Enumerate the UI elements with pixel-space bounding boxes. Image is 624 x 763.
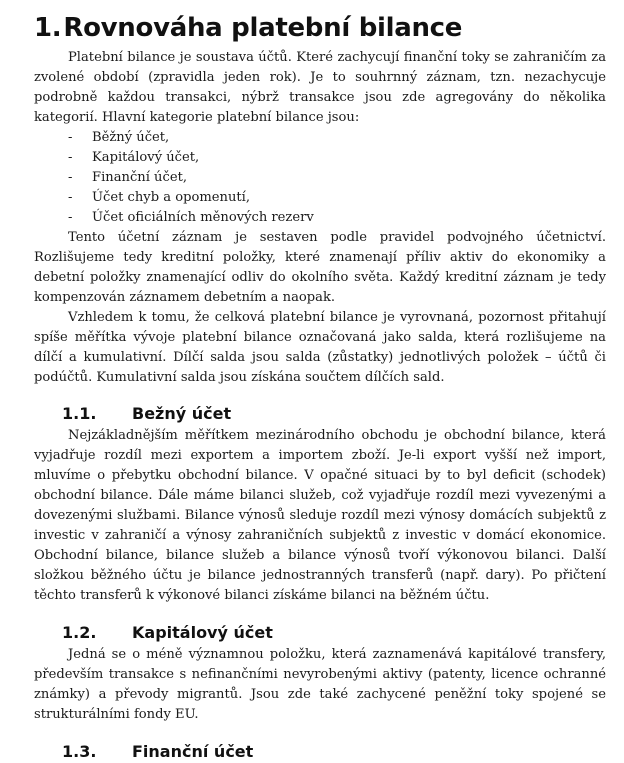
section-number: 1.3. <box>62 742 97 761</box>
section-heading-1-2 <box>34 622 606 644</box>
section-title: Finanční účet <box>132 742 254 761</box>
list-item: - Účet oficiálních měnových rezerv <box>68 208 606 228</box>
section-title: Kapitálový účet <box>132 623 273 642</box>
section-heading-1-3 <box>34 741 606 763</box>
intro-paragraph-2: Tento účetní záznam je sestaven podle pravidel podvojného účetnictví. Rozlišujeme tedy kreditní položky, které znamenají příliv aktiv do ekonomiky a debetní položky znamenající odliv do okolního světa. Každý kreditní záznam je tedy kompenzován záznamem debetním a naopak. <box>34 230 606 305</box>
section-1-2-body: Jedná se o méně významnou položku, která zaznamenává kapitálové transfery, především transakce s nefinančními nevyrobenými aktivy (patenty, licence ochranné známky) a převody migrantů. Jsou zde také zachycené peněžní toky spojené se strukturálními fondy EU. <box>34 647 606 722</box>
intro-paragraph-3: Vzhledem k tomu, že celková platební bilance je vyrovnaná, pozornost přitahují spíše měřítka vývoje platební bilance označovaná jako salda, která rozlišujeme na dílčí a kumulativní. Dílčí salda jsou salda (zůstatky) jednotlivých položek – účtů či podúčtů. Kumulativní salda jsou získána součtem dílčích sald. <box>34 310 606 385</box>
title-text: Rovnováha platební bilance <box>63 13 463 43</box>
list-item: - Kapitálový účet, <box>68 148 606 168</box>
list-item: - Finanční účet, <box>68 168 606 188</box>
category-list <box>34 128 606 228</box>
section-title: Bežný účet <box>132 404 232 423</box>
page-title <box>34 12 606 44</box>
title-number: 1. <box>34 13 62 43</box>
list-item: - Běžný účet, <box>68 128 606 148</box>
intro-paragraph-1: Platební bilance je soustava účtů. Které zachycují finanční toky se zahraničím za zvolené období (zpravidla jeden rok). Je to souhrnný záznam, tzn. nezachycuje podrobně každou transakci, nýbrž transakce jsou zde agregovány do několika kategorií. Hlavní kategorie platební bilance jsou: <box>34 50 606 125</box>
section-number: 1.1. <box>62 404 97 423</box>
document-page <box>34 0 606 763</box>
section-1-1-body: Nejzákladnějším měřítkem mezinárodního obchodu je obchodní bilance, která vyjadřuje rozdíl mezi exportem a importem zboží. Je-li export vyšší než import, mluvíme o přebytku obchodní bilance. V opačné situaci by to byl deficit (schodek) obchodní bilance. Dále máme bilanci služeb, což vyjadřuje rozdíl mezi vyvezenými a dovezenými službami. Bilance výnosů sleduje rozdíl mezi výnosy domácích subjektů z investic v zahraničí a výnosy zahraničních subjektů z investic v domácí ekonomice. Obchodní bilance, bilance služeb a bilance výnosů tvoří výkonovou bilanci. Další složkou běžného účtu je bilance jednostranných transferů (např. dary). Po přičtení těchto transferů k výkonové bilanci získáme bilanci na běžném účtu. <box>34 428 606 603</box>
section-number: 1.2. <box>62 623 97 642</box>
list-item: - Účet chyb a opomenutí, <box>68 188 606 208</box>
section-heading-1-1 <box>34 403 606 425</box>
